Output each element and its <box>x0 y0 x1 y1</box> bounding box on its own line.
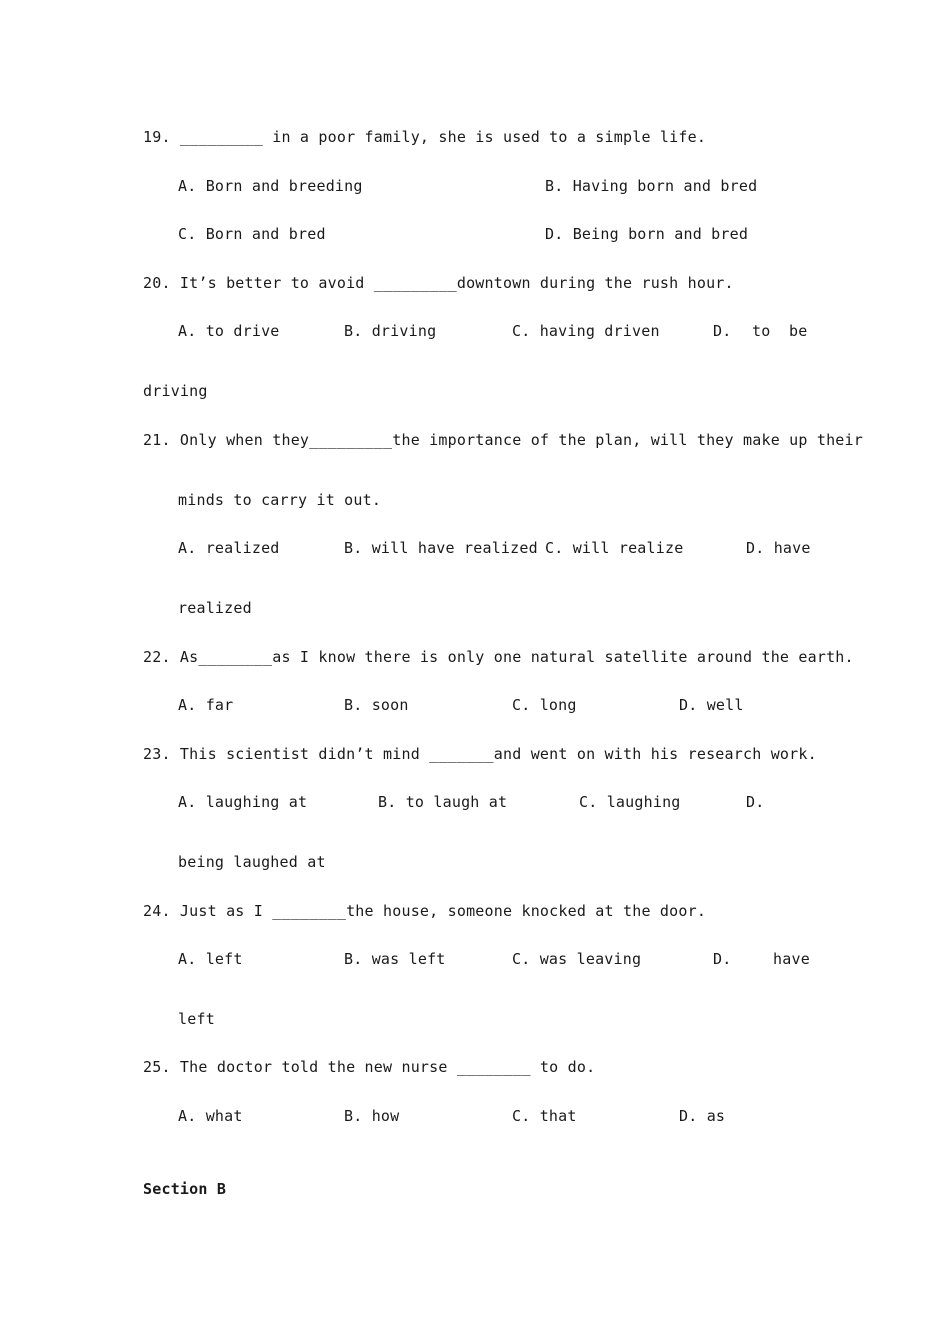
question-22-option-d: D. well <box>679 696 744 714</box>
question-24-stem: 24. Just as I ________the house, someone knocked at the door. <box>143 902 707 920</box>
question-21-option-c: C. will realize <box>545 539 684 557</box>
question-21-stem-line-2: minds to carry it out. <box>178 491 382 509</box>
question-25-stem: 25. The doctor told the new nurse ________ to do. <box>143 1058 596 1076</box>
question-25-option-d: D. as <box>679 1107 726 1125</box>
question-24-option-b: B. was left <box>344 950 446 968</box>
question-22-option-b: B. soon <box>344 696 409 714</box>
question-23-option-d: D. <box>746 793 765 811</box>
question-19-stem: 19. _________ in a poor family, she is used to a simple life. <box>143 128 707 146</box>
question-20-option-c: C. having driven <box>512 322 660 340</box>
question-24-option-d-letter: D. <box>713 950 732 968</box>
question-22-stem: 22. As________as I know there is only one natural satellite around the earth. <box>143 648 854 666</box>
question-21-option-a: A. realized <box>178 539 280 557</box>
question-21-option-d-continuation: realized <box>178 599 252 617</box>
question-25-option-a: A. what <box>178 1107 243 1125</box>
question-23-stem: 23. This scientist didn’t mind _______and went on with his research work. <box>143 745 817 763</box>
question-25-option-c: C. that <box>512 1107 577 1125</box>
question-19-option-c: C. Born and bred <box>178 225 326 243</box>
question-22-option-c: C. long <box>512 696 577 714</box>
question-21-stem-line-1: 21. Only when they_________the importance of the plan, will they make up their <box>143 431 863 449</box>
question-19-option-d: D. Being born and bred <box>545 225 749 243</box>
question-23-option-a: A. laughing at <box>178 793 308 811</box>
question-24-option-a: A. left <box>178 950 243 968</box>
question-21-option-d: D. have <box>746 539 811 557</box>
question-20-option-d-word-1: to <box>752 322 771 340</box>
question-19-option-a: A. Born and breeding <box>178 177 363 195</box>
section-heading: Section B <box>143 1180 227 1198</box>
question-20-option-b: B. driving <box>344 322 437 340</box>
question-20-option-d-continuation: driving <box>143 382 208 400</box>
question-24-option-d-word: have <box>773 950 810 968</box>
question-23-option-c: C. laughing <box>579 793 681 811</box>
question-21-option-b: B. will have realized <box>344 539 538 557</box>
question-25-option-b: B. how <box>344 1107 400 1125</box>
question-23-option-d-continuation: being laughed at <box>178 853 326 871</box>
question-24-option-d-continuation: left <box>178 1010 215 1028</box>
question-19-option-b: B. Having born and bred <box>545 177 758 195</box>
question-20-option-d-letter: D. <box>713 322 732 340</box>
question-20-option-a: A. to drive <box>178 322 280 340</box>
question-23-option-b: B. to laugh at <box>378 793 508 811</box>
question-20-stem: 20. It’s better to avoid _________downtown during the rush hour. <box>143 274 734 292</box>
question-20-option-d-word-2: be <box>789 322 808 340</box>
question-22-option-a: A. far <box>178 696 234 714</box>
question-24-option-c: C. was leaving <box>512 950 642 968</box>
